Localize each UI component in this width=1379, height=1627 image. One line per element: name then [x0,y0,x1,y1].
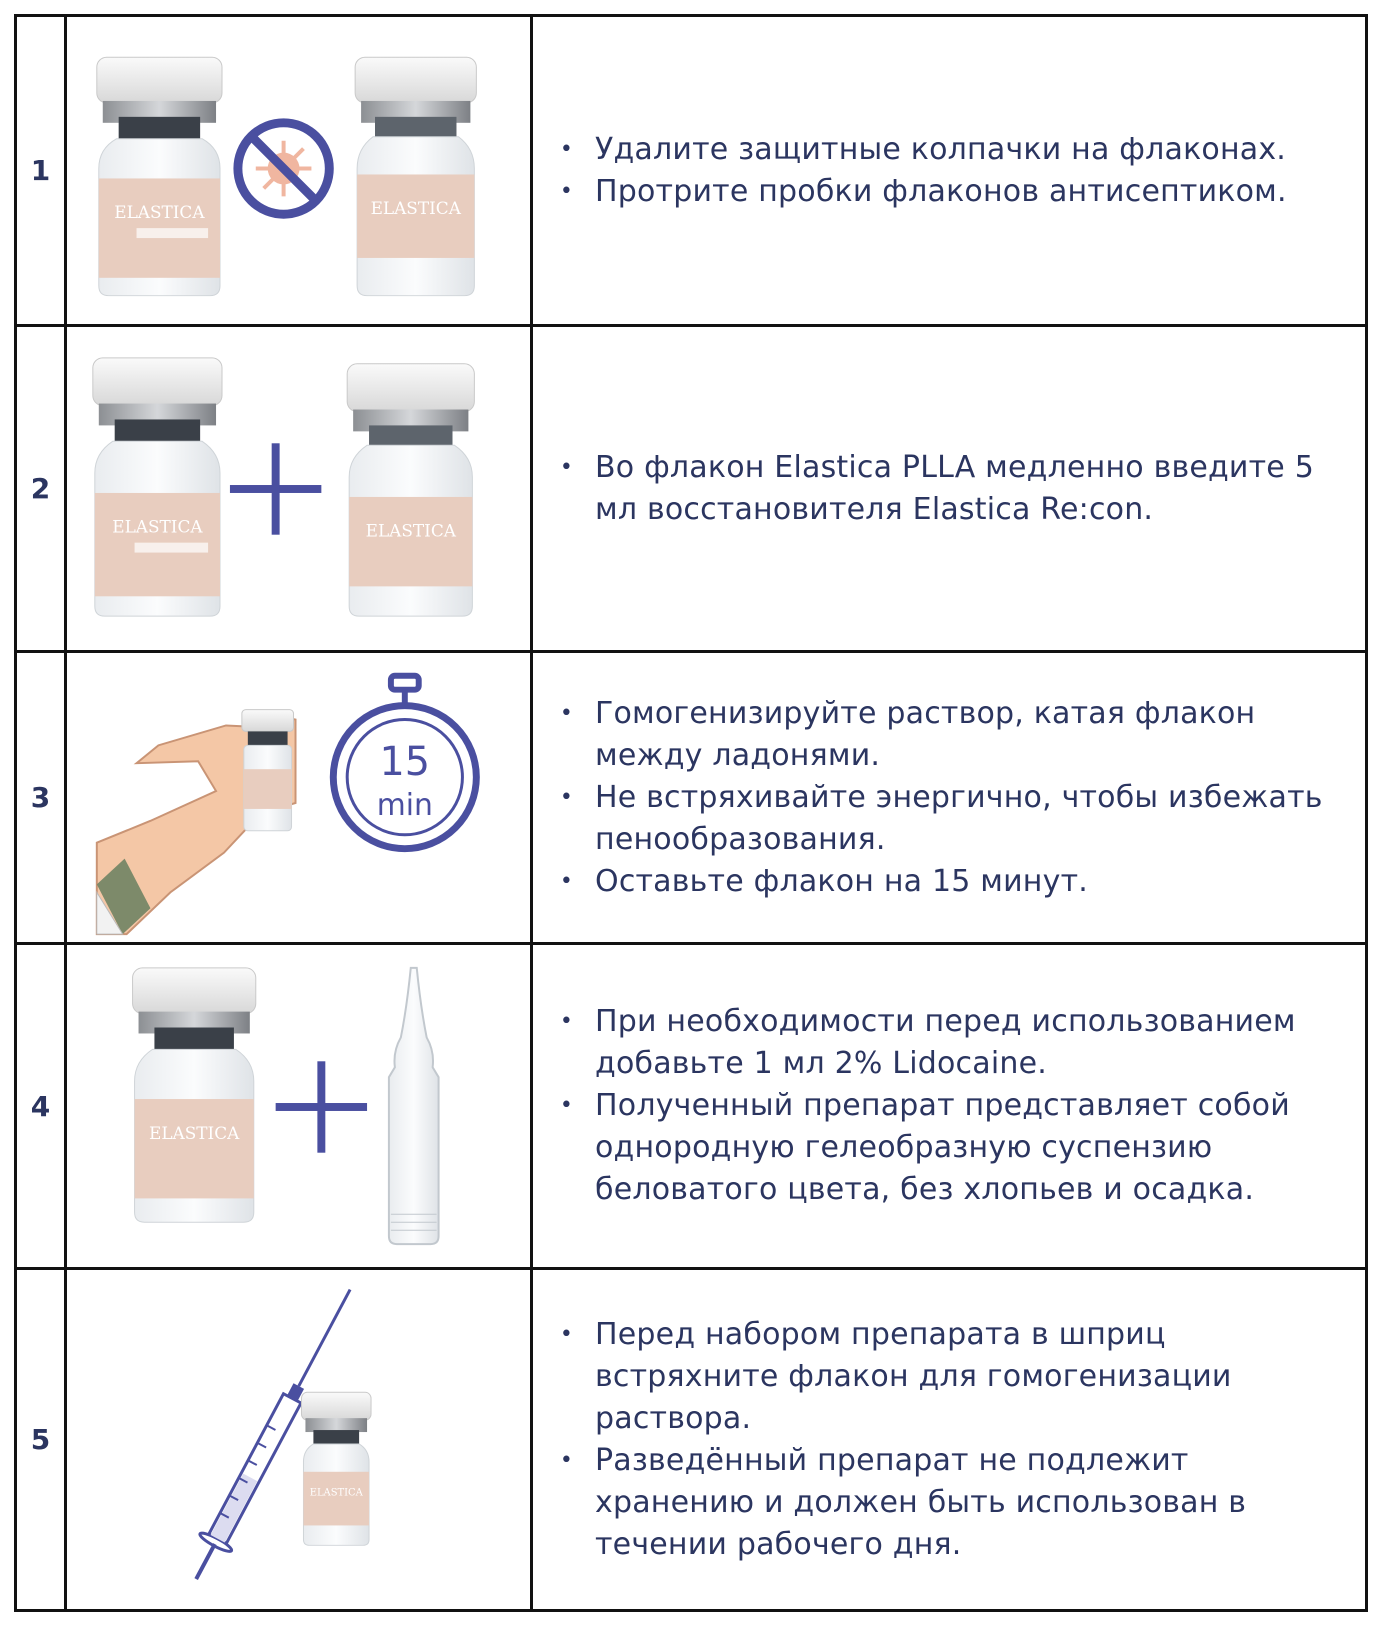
step-illustration [67,1270,533,1609]
step-bullet: • Во флакон Elastica PLLA медленно введите 5 мл восстановителя Elastica Re:con. [553,447,1345,531]
step-number: 2 [17,327,67,650]
step-illustration [67,945,533,1267]
vial-elastica-plla [301,1392,371,1545]
no-germs-icon [238,123,329,214]
step-illustration [67,17,533,324]
step-bullet: • Оставьте флакон на 15 минут. [553,861,1345,903]
step-row-4 [17,942,1365,1267]
step-bullet: • Полученный препарат представляет собой однородную гелеобразную суспензию беловатого цвета, без хлопьев и осадка. [553,1085,1345,1211]
hand-timer-illustration [67,653,530,942]
ampoule [389,968,439,1244]
step-text [533,945,1365,1267]
step-bullet: • Гомогенизируйте раствор, катая флакон между ладонями. [553,693,1345,777]
vial-elastica-recon [355,57,476,295]
instruction-table [14,14,1368,1612]
vial-brand-text: ELASTICA [365,520,456,541]
timer-value: 15 [379,739,431,786]
vial-elastica-plla [93,358,222,616]
step-bullet: • Разведённый препарат не подлежит хранению и должен быть использован в течении рабочего дня. [553,1440,1345,1566]
plus-icon [230,443,321,534]
vial-elastica-recon [347,364,474,616]
step-row-5 [17,1267,1365,1609]
vial-ampoule-illustration [67,945,530,1267]
step-row-1 [17,17,1365,324]
step-row-2 [17,324,1365,650]
step-illustration [67,653,533,942]
vial-elastica-plla [97,57,222,295]
step-number: 4 [17,945,67,1267]
stopwatch-icon [333,676,476,849]
step-bullet: • При необходимости перед использованием добавьте 1 мл 2% Lidocaine. [553,1001,1345,1085]
vial-brand-text: ELASTICA [112,516,203,537]
vial-brand-text: ELASTICA [114,202,205,223]
plus-icon [276,1061,367,1152]
syringe-vial-illustration [67,1270,530,1609]
vial-brand-text: ELASTICA [149,1122,240,1143]
vial-brand-text: ELASTICA [309,1487,363,1499]
step-text [533,1270,1365,1609]
step-row-3 [17,650,1365,942]
step-illustration [67,327,533,650]
step-bullet: • Перед набором препарата в шприц встряхните флакон для гомогенизации раствора. [553,1314,1345,1440]
step-number: 5 [17,1270,67,1609]
step-number: 3 [17,653,67,942]
step-number: 1 [17,17,67,324]
step-bullet: • Протрите пробки флаконов антисептиком. [553,171,1345,213]
step-bullet: • Не встряхивайте энергично, чтобы избежать пенообразования. [553,777,1345,861]
hand-holding-vial [97,710,296,935]
timer-unit: min [376,787,433,823]
vials-no-germs-illustration [67,17,530,324]
step-bullet: • Удалите защитные колпачки на флаконах. [553,129,1345,171]
step-text [533,17,1365,324]
step-text [533,653,1365,942]
vial-brand-text: ELASTICA [370,198,461,219]
vials-plus-illustration [67,327,530,650]
vial-elastica-plla [133,968,256,1222]
step-text [533,327,1365,650]
